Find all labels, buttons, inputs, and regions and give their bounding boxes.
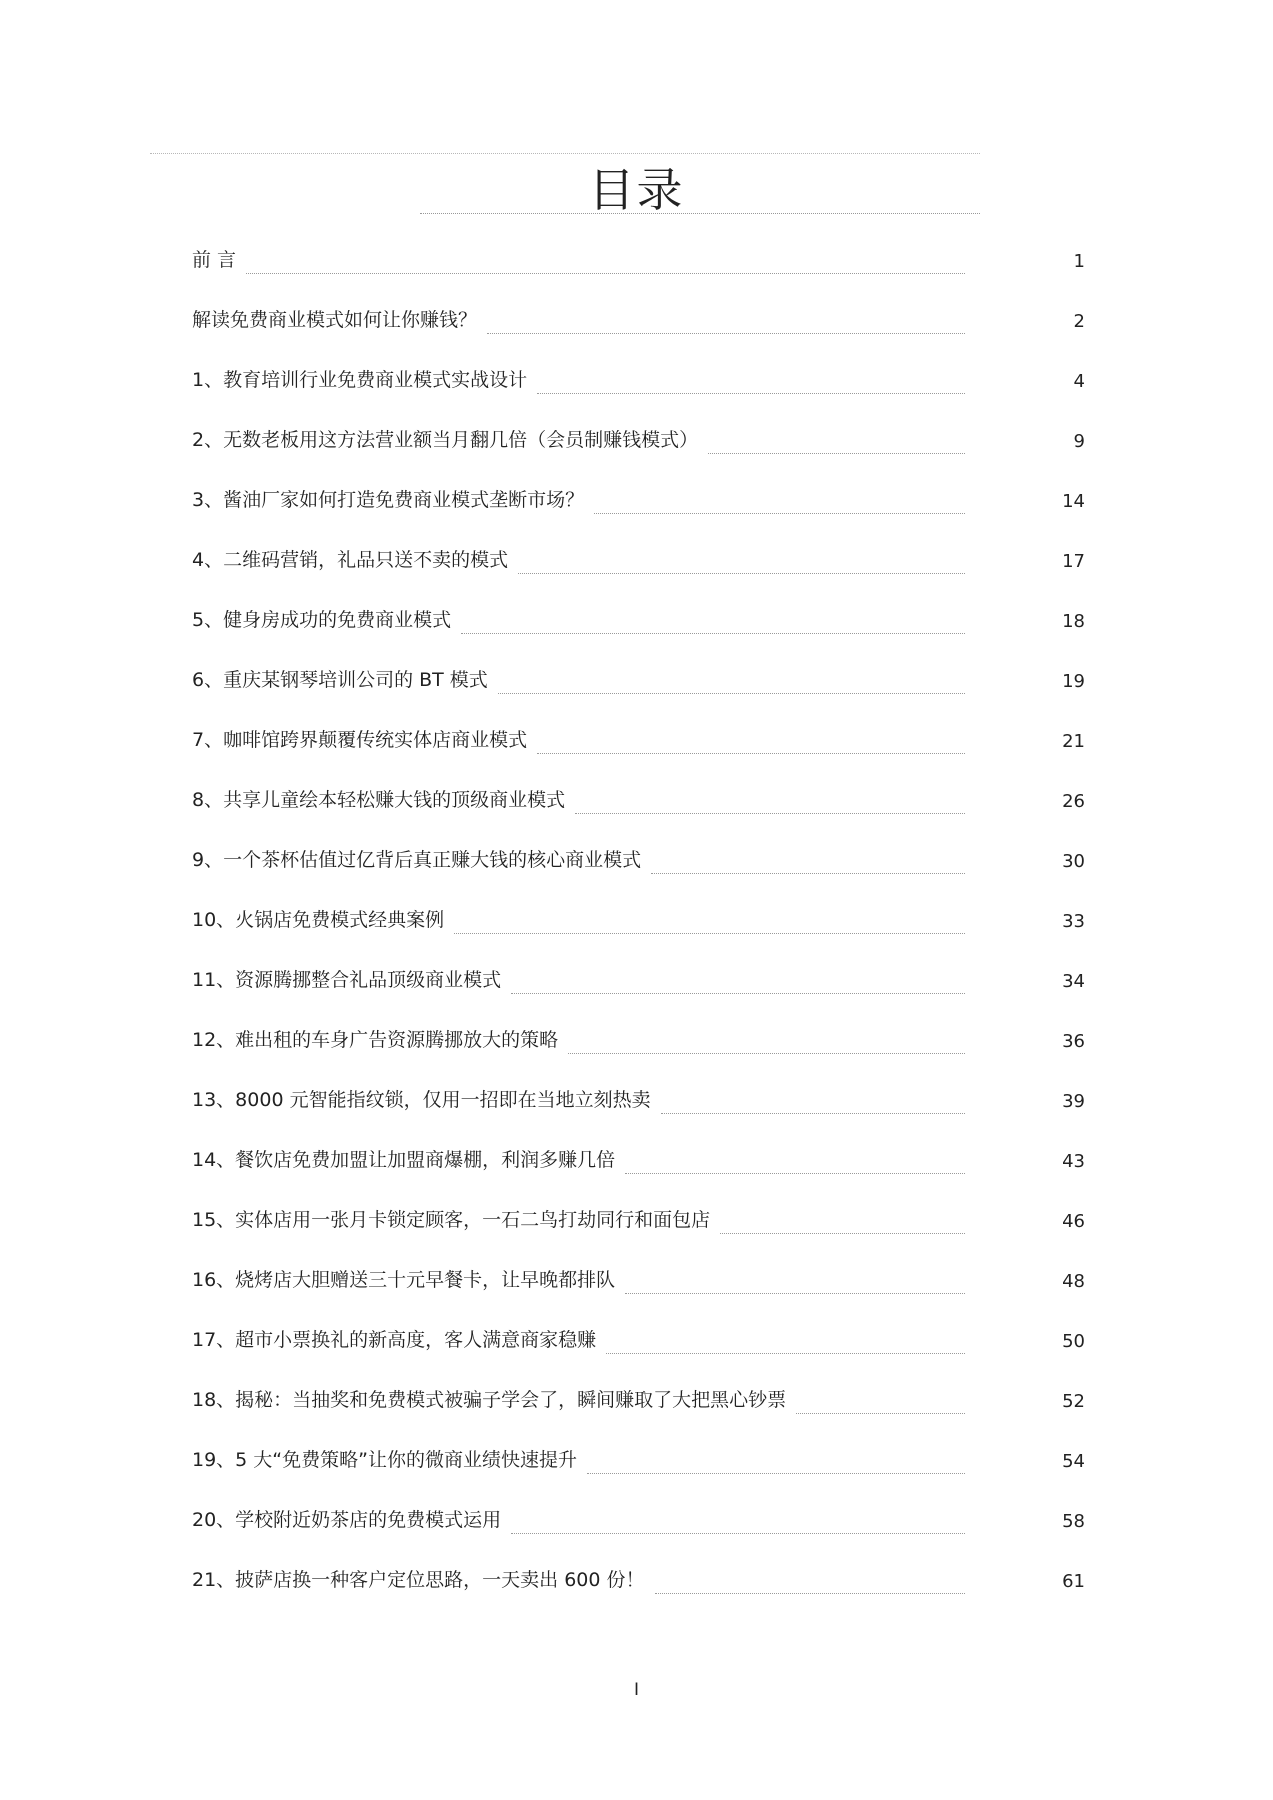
dot-leader (454, 933, 965, 934)
toc-entry-17[interactable] (0, 1326, 1273, 1366)
toc-entry-label: 18、揭秘：当抽奖和免费模式被骗子学会了，瞬间赚取了大把黑心钞票 (192, 1386, 790, 1414)
header-rule (150, 153, 980, 154)
toc-entry-preface[interactable] (0, 246, 1273, 286)
toc-entry-page: 46 (1062, 1211, 1085, 1232)
toc-entry-19[interactable] (0, 1446, 1273, 1486)
toc-entry-page: 52 (1062, 1391, 1085, 1412)
toc-entry-5[interactable] (0, 606, 1273, 646)
toc-entry-page: 26 (1062, 791, 1085, 812)
page-title: 目录 (588, 163, 685, 217)
dot-leader (606, 1353, 965, 1354)
toc-entry-3[interactable] (0, 486, 1273, 526)
toc-entry-label: 2、无数老板用这方法营业额当月翻几倍（会员制赚钱模式） (192, 426, 702, 454)
dot-leader (511, 993, 965, 994)
toc-entry-label: 19、5 大“免费策略”让你的微商业绩快速提升 (192, 1446, 581, 1474)
toc-entry-16[interactable] (0, 1266, 1273, 1306)
toc-entry-page: 39 (1062, 1091, 1085, 1112)
toc-entry-label: 15、实体店用一张月卡锁定顾客，一石二鸟打劫同行和面包店 (192, 1206, 714, 1234)
toc-entry-label: 14、餐饮店免费加盟让加盟商爆棚，利润多赚几倍 (192, 1146, 619, 1174)
toc-entry-intro[interactable] (0, 306, 1273, 346)
toc-entry-page: 48 (1062, 1271, 1085, 1292)
toc-entry-page: 61 (1062, 1571, 1085, 1592)
toc-entry-label: 13、8000 元智能指纹锁，仅用一招即在当地立刻热卖 (192, 1086, 655, 1114)
toc-entry-label: 6、重庆某钢琴培训公司的 BT 模式 (192, 666, 492, 694)
toc-entry-page: 36 (1062, 1031, 1085, 1052)
toc-entry-label: 8、共享儿童绘本轻松赚大钱的顶级商业模式 (192, 786, 569, 814)
toc-entry-page: 19 (1062, 671, 1085, 692)
toc-entry-page: 34 (1062, 971, 1085, 992)
toc-entry-page: 9 (1073, 431, 1085, 452)
toc-entry-4[interactable] (0, 546, 1273, 586)
toc-entry-page: 2 (1073, 311, 1085, 332)
toc-entry-8[interactable] (0, 786, 1273, 826)
toc-entry-label: 1、教育培训行业免费商业模式实战设计 (192, 366, 531, 394)
toc-entry-label: 9、一个茶杯估值过亿背后真正赚大钱的核心商业模式 (192, 846, 645, 874)
toc-entry-label: 5、健身房成功的免费商业模式 (192, 606, 455, 634)
toc-entry-label: 12、难出租的车身广告资源腾挪放大的策略 (192, 1026, 562, 1054)
toc-entry-page: 58 (1062, 1511, 1085, 1532)
dot-leader (518, 573, 965, 574)
toc-entry-page: 18 (1062, 611, 1085, 632)
page-number: I (633, 1680, 639, 1700)
dot-leader (246, 273, 965, 274)
toc-entry-label: 前 言 (192, 246, 240, 274)
toc-entry-14[interactable] (0, 1146, 1273, 1186)
toc-entry-label: 解读免费商业模式如何让你赚钱？ (192, 306, 481, 334)
toc-entry-label: 4、二维码营销，礼品只送不卖的模式 (192, 546, 512, 574)
dot-leader (537, 393, 965, 394)
toc-entry-15[interactable] (0, 1206, 1273, 1246)
toc-entry-7[interactable] (0, 726, 1273, 766)
toc-entry-label: 11、资源腾挪整合礼品顶级商业模式 (192, 966, 505, 994)
toc-entry-page: 43 (1062, 1151, 1085, 1172)
toc-entry-page: 50 (1062, 1331, 1085, 1352)
dot-leader (575, 813, 965, 814)
dot-leader (498, 693, 965, 694)
dot-leader (537, 753, 965, 754)
toc-entry-12[interactable] (0, 1026, 1273, 1066)
toc-entry-label: 16、烧烤店大胆赠送三十元早餐卡，让早晚都排队 (192, 1266, 619, 1294)
toc-entry-2[interactable] (0, 426, 1273, 466)
dot-leader (661, 1113, 965, 1114)
toc-entry-label: 7、咖啡馆跨界颠覆传统实体店商业模式 (192, 726, 531, 754)
toc-entry-label: 20、学校附近奶茶店的免费模式运用 (192, 1506, 505, 1534)
dot-leader (587, 1473, 965, 1474)
dot-leader (568, 1053, 965, 1054)
dot-leader (625, 1173, 965, 1174)
toc-entry-20[interactable] (0, 1506, 1273, 1546)
toc-entry-9[interactable] (0, 846, 1273, 886)
toc-entry-page: 17 (1062, 551, 1085, 572)
toc-entry-6[interactable] (0, 666, 1273, 706)
toc-entry-page: 21 (1062, 731, 1085, 752)
dot-leader (625, 1293, 965, 1294)
dot-leader (720, 1233, 965, 1234)
dot-leader (594, 513, 965, 514)
dot-leader (708, 453, 965, 454)
toc-entry-page: 1 (1073, 251, 1085, 272)
toc-entry-11[interactable] (0, 966, 1273, 1006)
dot-leader (655, 1593, 965, 1594)
toc-entry-page: 33 (1062, 911, 1085, 932)
toc-entry-label: 10、火锅店免费模式经典案例 (192, 906, 448, 934)
toc-entry-label: 21、披萨店换一种客户定位思路，一天卖出 600 份！ (192, 1566, 649, 1594)
dot-leader (796, 1413, 965, 1414)
dot-leader (511, 1533, 965, 1534)
toc-entry-label: 3、酱油厂家如何打造免费商业模式垄断市场？ (192, 486, 588, 514)
toc-entry-18[interactable] (0, 1386, 1273, 1426)
title-underline (420, 213, 980, 214)
dot-leader (487, 333, 965, 334)
toc-entry-1[interactable] (0, 366, 1273, 406)
dot-leader (651, 873, 965, 874)
toc-entry-page: 30 (1062, 851, 1085, 872)
toc-entry-page: 54 (1062, 1451, 1085, 1472)
toc-entry-label: 17、超市小票换礼的新高度，客人满意商家稳赚 (192, 1326, 600, 1354)
toc-entry-10[interactable] (0, 906, 1273, 946)
toc-entry-13[interactable] (0, 1086, 1273, 1126)
toc-entry-page: 4 (1073, 371, 1085, 392)
dot-leader (461, 633, 965, 634)
toc-entry-21[interactable] (0, 1566, 1273, 1606)
toc-entry-page: 14 (1062, 491, 1085, 512)
